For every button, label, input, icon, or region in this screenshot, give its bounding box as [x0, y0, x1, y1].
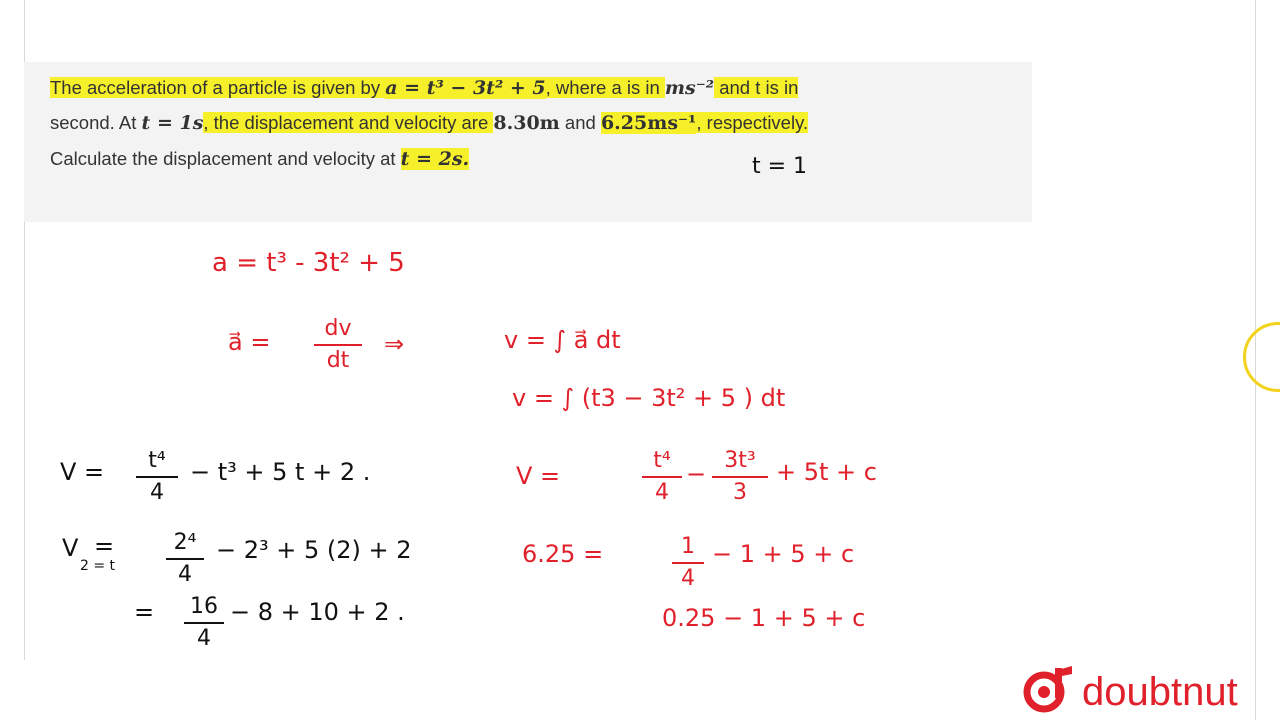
question-line-2: second. At t = 1s, the displacement and velocity are 8.30m and 6.25ms⁻¹, respectively.: [50, 112, 809, 134]
equation-v-integral-expanded: v = ∫ (t3 − 3t² + 5 ) dt: [512, 384, 786, 412]
equation-v-integrated-rest: + 5t + c: [776, 458, 877, 486]
fraction-dv-dt: $\frac{dv}{dt}$: [314, 314, 362, 376]
equation-v-integrated-lhs: V =: [516, 462, 561, 490]
fraction-1-over-4: $\frac{1}{4}$: [672, 532, 704, 594]
equation-acceleration: a = t³ - 3t² + 5: [212, 248, 405, 278]
fraction-2pow4-over-4: $\frac{\text{2⁴}}{4}$: [166, 528, 204, 590]
v2-subscript: 2 = t: [80, 558, 116, 574]
doubtnut-logo-icon: [1022, 664, 1078, 714]
equation-v2-simplified: − 8 + 10 + 2 .: [230, 598, 405, 626]
handwritten-annotation: t = 1: [752, 154, 808, 179]
equation-c-lhs: 6.25 =: [522, 540, 604, 568]
question-line-1: The acceleration of a particle is given by a = t³ − 3t² + 5, where a is in ms⁻² and t is in: [50, 77, 799, 99]
equation-v2-rest: − 2³ + 5 (2) + 2: [216, 536, 412, 564]
v2-symbol: V: [62, 534, 79, 562]
equation-c-simplified: 0.25 − 1 + 5 + c: [662, 604, 866, 632]
equation-vector-a: a⃗ =: [228, 328, 271, 356]
fraction-t4-over-4-final: $\frac{\text{t⁴}}{4}$: [136, 446, 178, 508]
minus-sign: −: [686, 460, 707, 488]
equation-v-final-lhs: V =: [60, 458, 105, 486]
question-line-3: Calculate the displacement and velocity at t = 2s.: [50, 148, 470, 170]
doubtnut-wordmark: doubtnut: [1082, 670, 1238, 714]
fraction-t4-over-4: $\frac{\text{t⁴}}{4}$: [642, 446, 682, 508]
fraction-16-over-4: $\frac{16}{4}$: [184, 592, 224, 654]
implies-arrow: ⇒: [384, 330, 405, 358]
equals-sign: =: [94, 532, 115, 560]
equals-sign: =: [134, 598, 155, 626]
equation-v-integral: v = ∫ a⃗ dt: [504, 326, 621, 354]
equation-v-final-rest: − t³ + 5 t + 2 .: [190, 458, 371, 486]
cursor-highlight-circle: [1243, 322, 1280, 392]
equation-c-rest: − 1 + 5 + c: [712, 540, 855, 568]
fraction-3t3-over-3: $\frac{\text{3t³}}{3}$: [712, 446, 768, 508]
